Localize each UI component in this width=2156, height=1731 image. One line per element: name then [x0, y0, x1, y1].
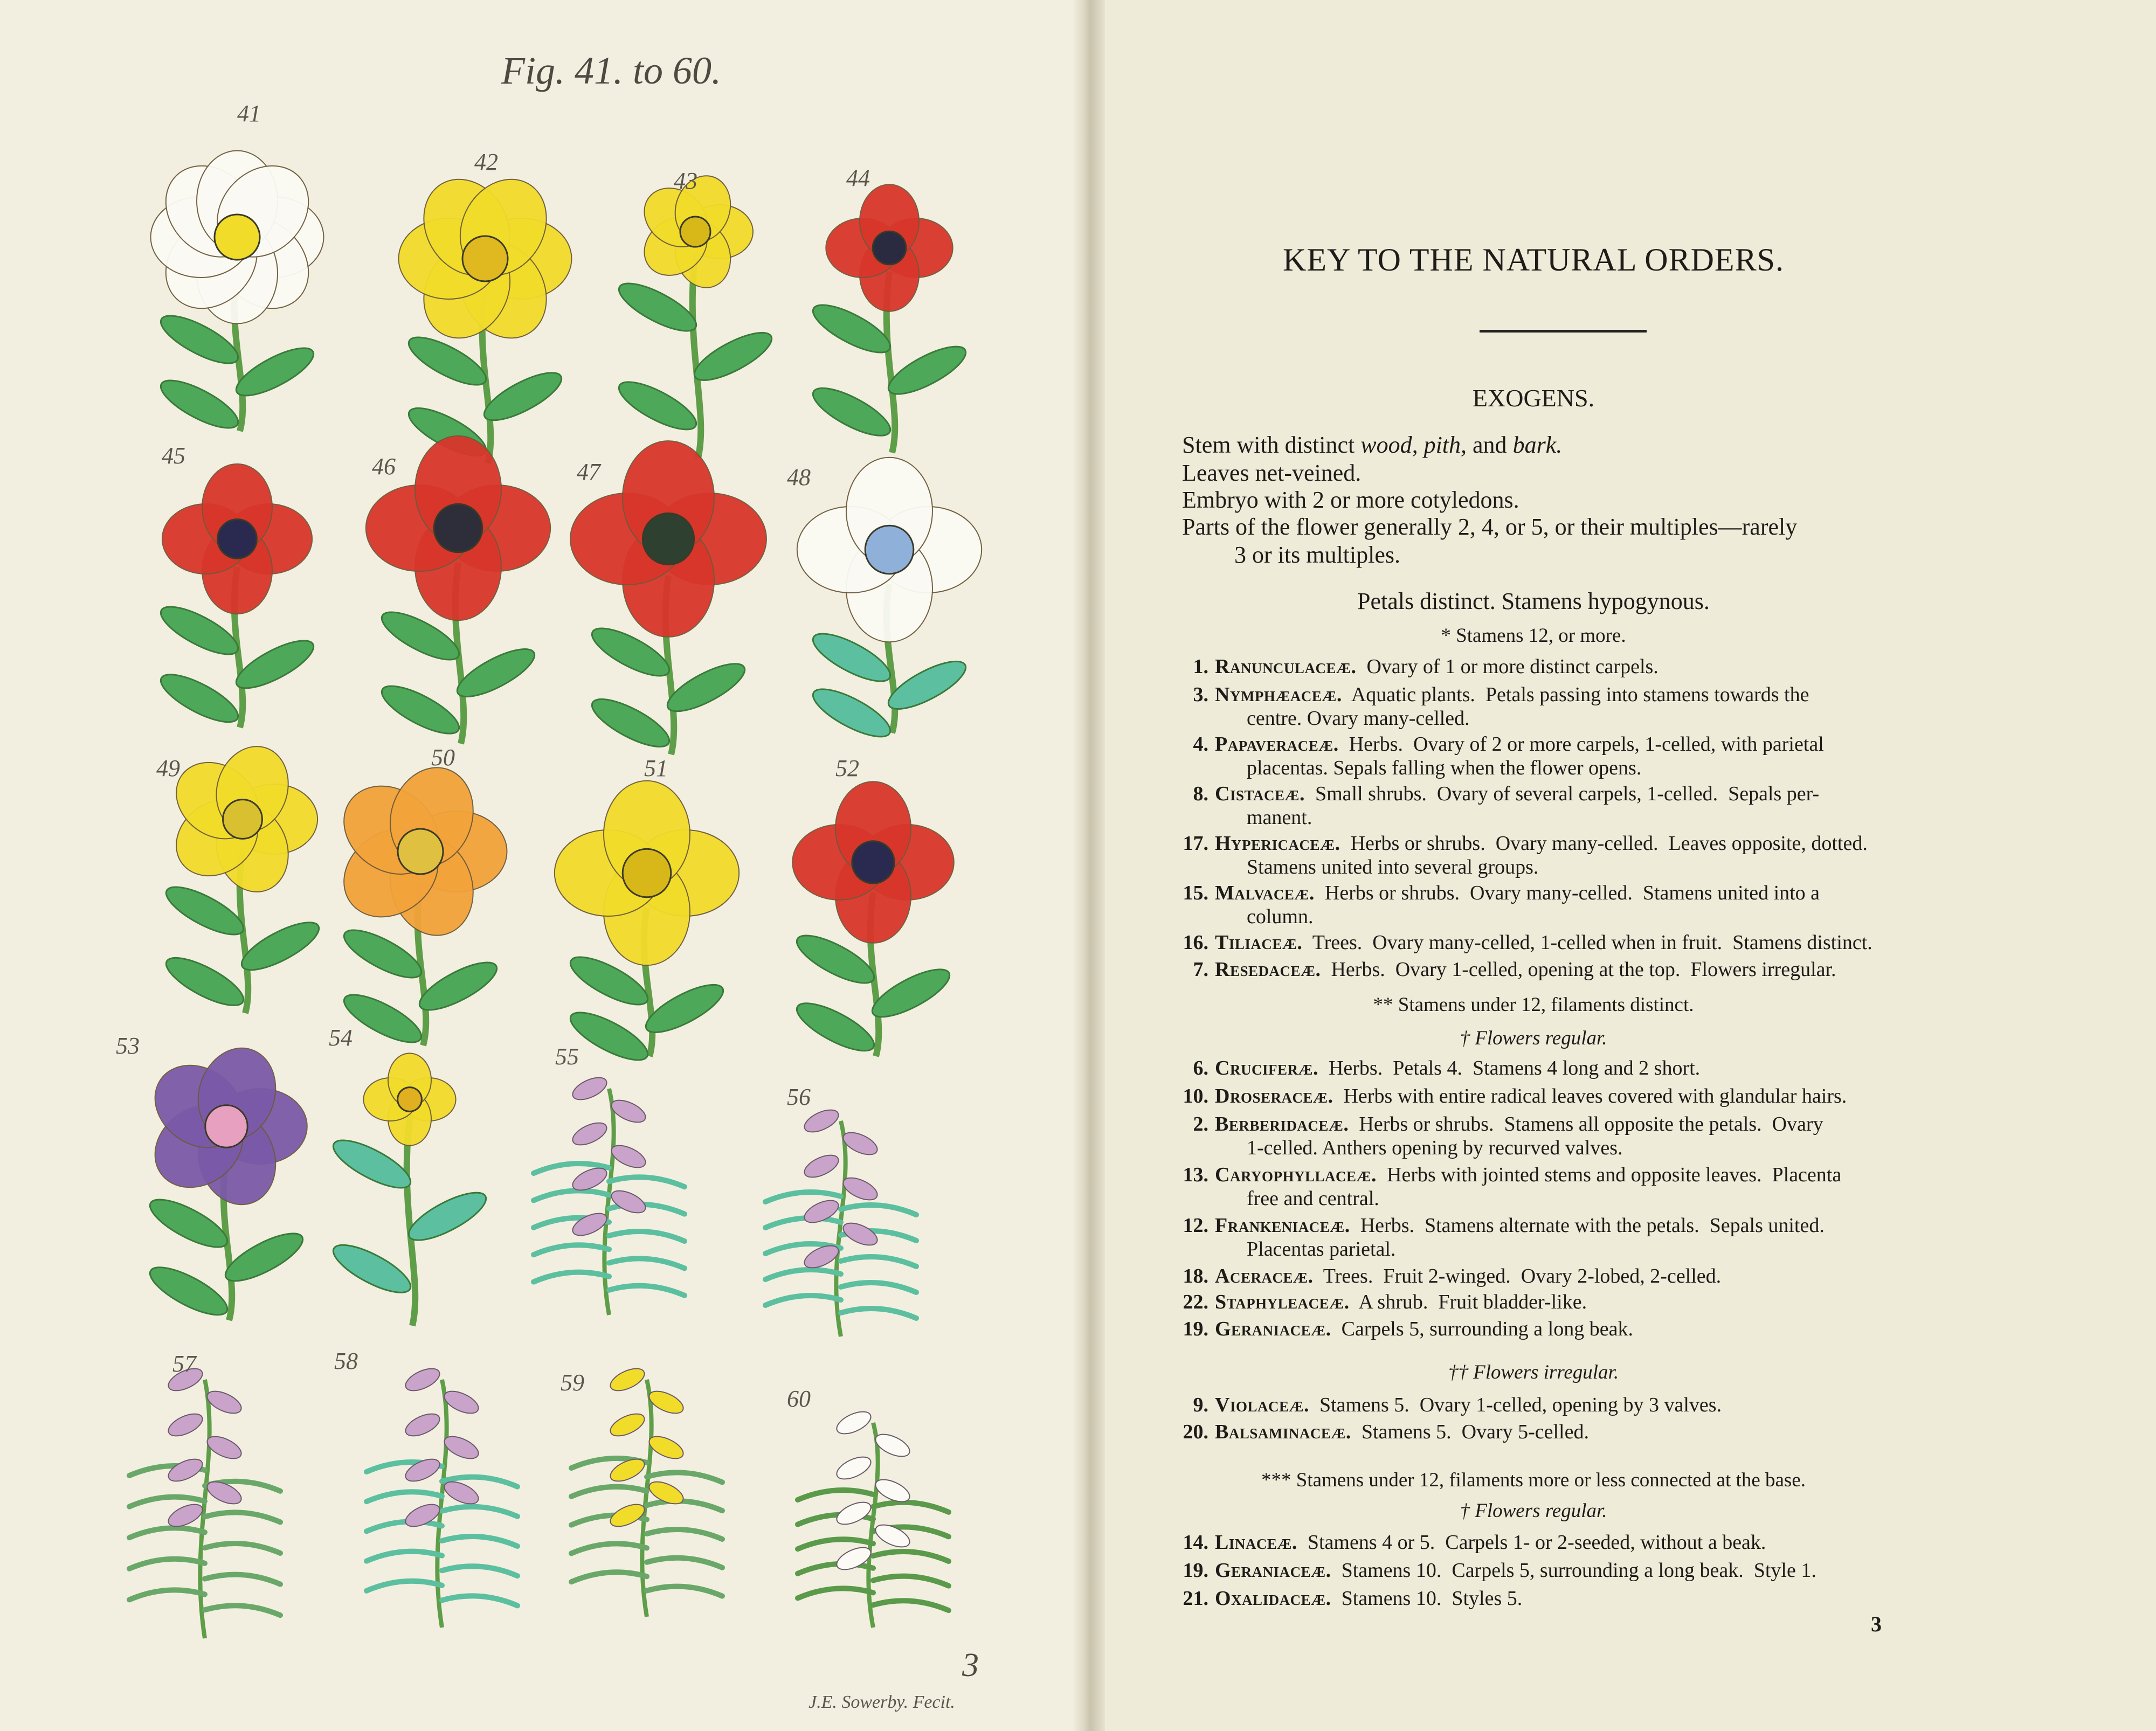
order-description: Stamens 10. Styles 5.	[1331, 1587, 1523, 1610]
leaf	[338, 921, 427, 986]
blossom	[165, 1409, 205, 1441]
order-number: 17.	[1183, 832, 1208, 855]
order-name: Nymphæaceæ.	[1215, 683, 1342, 706]
leaf	[403, 1184, 492, 1249]
entry-continuation: Stamens united into several groups.	[1247, 856, 1539, 878]
order-entry	[1166, 732, 1824, 756]
order-description: Herbs with entire radical leaves covered with glandular hairs.	[1333, 1085, 1847, 1107]
leaf	[478, 364, 568, 429]
plate-illustrations	[0, 0, 1073, 1731]
entry-continuation: centre. Ovary many-celled.	[1247, 707, 1470, 730]
figure-number-60: 60	[787, 1386, 811, 1412]
leaf	[413, 953, 503, 1019]
stem	[407, 1117, 416, 1326]
leaf	[534, 1272, 609, 1282]
character-line: Leaves net-veined.	[1182, 460, 1362, 486]
leaf	[873, 1502, 949, 1512]
order-number: 4.	[1193, 733, 1208, 756]
order-number: 18.	[1183, 1265, 1208, 1287]
leaf	[661, 655, 751, 720]
leaf	[129, 1590, 205, 1600]
order-number: 20.	[1183, 1421, 1208, 1443]
figure-number-41: 41	[237, 100, 261, 127]
order-number: 9.	[1193, 1394, 1208, 1416]
order-number: 1.	[1193, 655, 1208, 678]
flower-figure-47	[570, 441, 766, 756]
leaf	[144, 1258, 233, 1324]
leaf	[376, 677, 465, 743]
stem	[604, 1089, 613, 1315]
order-entry	[1166, 1587, 1522, 1610]
leaf	[647, 1558, 722, 1568]
leaf	[571, 1487, 647, 1497]
leaf	[647, 1501, 722, 1511]
order-number: 19.	[1183, 1559, 1208, 1582]
leaf	[367, 1521, 442, 1531]
flower-figure-58	[367, 1364, 517, 1628]
character-line: Embryo with 2 or more cotyledons.	[1182, 487, 1519, 513]
leaf	[647, 1587, 722, 1596]
order-name: Ranunculaceæ.	[1215, 655, 1357, 678]
figure-number-53: 53	[116, 1033, 140, 1059]
flower-figure-41	[147, 147, 327, 437]
leaf	[367, 1492, 442, 1501]
leaf	[688, 324, 778, 389]
order-number: 7.	[1193, 958, 1208, 981]
blossom	[840, 1218, 880, 1250]
blossom	[569, 1073, 610, 1104]
order-name: Oxalidaceæ.	[1215, 1587, 1331, 1610]
entry-continuation: column.	[1247, 905, 1314, 928]
group-subheading: † Flowers regular.	[1460, 1500, 1607, 1522]
order-entry	[1166, 1264, 1721, 1288]
leaf	[155, 666, 244, 731]
leaf	[765, 1296, 841, 1305]
order-name: Geraniaceæ.	[1215, 1559, 1331, 1582]
group-heading: ** Stamens under 12, filaments distinct.	[1373, 994, 1694, 1016]
leaf	[841, 1205, 916, 1215]
leaf	[571, 1543, 647, 1553]
leaf	[442, 1507, 517, 1517]
group-subheading: † Flowers regular.	[1460, 1027, 1607, 1049]
leaf	[609, 1286, 685, 1296]
order-entry	[1166, 1163, 1841, 1187]
order-description: Aquatic plants. Petals passing into stamens towards the	[1342, 683, 1809, 706]
order-name: Resedaceæ.	[1215, 958, 1321, 981]
figure-number-45: 45	[162, 442, 185, 469]
leaf	[155, 371, 244, 437]
order-name: Violaceæ.	[1215, 1394, 1309, 1416]
leaf	[442, 1596, 517, 1605]
leaf	[534, 1190, 609, 1200]
leaf	[609, 1258, 685, 1268]
entry-continuation: free and central.	[1247, 1187, 1379, 1210]
entry-continuation: 1-celled. Anthers opening by recurved valves.	[1247, 1137, 1623, 1159]
order-entry	[1166, 881, 1820, 905]
order-entry	[1166, 655, 1659, 678]
blossom	[607, 1409, 647, 1441]
leaf	[647, 1529, 722, 1539]
blossom	[402, 1364, 443, 1395]
leaf	[613, 373, 702, 438]
order-description: Herbs. Ovary of 2 or more carpels, 1-celled, with parietal	[1338, 733, 1824, 756]
flower-figure-49	[160, 737, 325, 1014]
leaf	[841, 1308, 916, 1318]
order-entry	[1166, 931, 1872, 954]
order-name: Aceraceæ.	[1215, 1265, 1314, 1287]
order-description: A shrub. Fruit bladder-like.	[1349, 1291, 1587, 1313]
leaf	[609, 1231, 685, 1241]
order-description: Trees. Fruit 2-winged. Ovary 2-lobed, 2-celled.	[1313, 1265, 1722, 1287]
leaf	[841, 1257, 916, 1266]
figure-number-54: 54	[329, 1024, 353, 1051]
flower-center	[642, 513, 694, 564]
leaf	[129, 1559, 205, 1569]
order-entry	[1166, 1531, 1766, 1554]
flower-center	[462, 236, 508, 281]
leaf	[841, 1283, 916, 1292]
order-entry	[1166, 1559, 1816, 1582]
leaf	[451, 640, 541, 705]
blossom	[402, 1409, 443, 1441]
page-title: KEY TO THE NATURAL ORDERS.	[1283, 242, 1784, 278]
leaf	[205, 1512, 280, 1522]
order-number: 13.	[1183, 1164, 1208, 1186]
figure-number-42: 42	[474, 149, 498, 175]
order-description: Herbs. Ovary 1-celled, opening at the top. Flowers irregular.	[1321, 958, 1836, 981]
entry-continuation: manent.	[1247, 806, 1312, 829]
order-entry	[1166, 1393, 1722, 1417]
order-number: 10.	[1183, 1085, 1208, 1107]
order-entry	[1166, 958, 1836, 981]
flower-center	[680, 217, 710, 247]
figure-number-47: 47	[577, 459, 600, 485]
figure-number-58: 58	[334, 1348, 358, 1374]
order-name: Staphyleaceæ.	[1215, 1291, 1350, 1313]
leaf	[873, 1552, 949, 1561]
character-line: Parts of the flower generally 2, 4, or 5, or their multiples—rarely	[1182, 514, 1798, 540]
flower-figure-45	[155, 464, 320, 731]
order-number: 12.	[1183, 1214, 1208, 1237]
entry-continuation: placentas. Sepals falling when the flower opens.	[1247, 757, 1642, 779]
leaf	[144, 1190, 233, 1256]
order-entry	[1166, 1084, 1847, 1108]
order-description: Herbs with jointed stems and opposite leaves. Placenta	[1377, 1164, 1842, 1186]
plate-page-number: 3	[962, 1647, 979, 1684]
figure-number-51: 51	[644, 755, 668, 781]
order-description: Herbs or shrubs. Ovary many-celled. Stamens united into a	[1314, 882, 1820, 904]
order-entry	[1166, 683, 1809, 707]
leaf	[873, 1601, 949, 1610]
blossom	[833, 1452, 874, 1484]
flower-figure-42	[398, 163, 571, 464]
order-number: 2.	[1193, 1113, 1208, 1135]
section-heading: EXOGENS.	[1472, 384, 1595, 412]
group-heading: * Stamens 12, or more.	[1441, 625, 1626, 647]
figure-number-48: 48	[787, 464, 811, 490]
group-subheading: †† Flowers irregular.	[1448, 1361, 1619, 1383]
order-name: Tiliaceæ.	[1215, 931, 1303, 954]
leaf	[798, 1564, 873, 1574]
leaf	[160, 878, 250, 943]
leaf	[571, 1572, 647, 1582]
flower-figure-59	[571, 1364, 722, 1617]
order-name: Geraniaceæ.	[1215, 1318, 1331, 1340]
leaf	[205, 1605, 280, 1615]
order-name: Cruciferæ.	[1215, 1057, 1318, 1079]
flower-figure-48	[797, 458, 982, 746]
order-name: Linaceæ.	[1215, 1531, 1297, 1554]
flower-center	[852, 841, 894, 883]
flower-figure-46	[366, 436, 550, 744]
flower-figure-52	[791, 781, 956, 1060]
title-rule	[1480, 330, 1647, 333]
text-page-number: 3	[1871, 1612, 1882, 1636]
figure-number-44: 44	[846, 165, 870, 191]
flower-center	[223, 800, 262, 839]
flower-figure-53	[139, 1038, 309, 1324]
order-number: 3.	[1193, 683, 1208, 706]
blossom	[569, 1118, 610, 1150]
figure-number-52: 52	[835, 755, 859, 781]
text-page	[1105, 0, 2156, 1731]
subheading: Petals distinct. Stamens hypogynous.	[1357, 588, 1710, 614]
flower-figure-43	[613, 169, 778, 458]
flower-center	[398, 1088, 422, 1112]
leaf	[129, 1528, 205, 1538]
leaf	[442, 1536, 517, 1546]
figure-number-59: 59	[561, 1369, 584, 1396]
botanical-plate	[0, 0, 1073, 1731]
order-description: Stamens 4 or 5. Carpels 1- or 2-seeded, without a beak.	[1297, 1531, 1766, 1554]
flower-center	[218, 520, 257, 559]
order-name: Balsaminaceæ.	[1215, 1421, 1351, 1443]
flower-center	[205, 1105, 247, 1147]
leaf	[367, 1581, 442, 1591]
blossom	[833, 1498, 874, 1529]
leaf	[866, 960, 956, 1026]
order-entry	[1166, 782, 1819, 806]
leaf	[798, 1490, 873, 1500]
leaf	[882, 338, 972, 403]
group-heading: *** Stamens under 12, filaments more or less connected at the base.	[1261, 1469, 1806, 1491]
order-description: Herbs. Stamens alternate with the petals. Sepals united.	[1350, 1214, 1825, 1237]
book-gutter	[1073, 0, 1105, 1731]
leaf	[807, 379, 896, 445]
order-description: Herbs. Petals 4. Stamens 4 long and 2 short.	[1318, 1057, 1701, 1079]
stem	[868, 1423, 877, 1628]
flower-figure-44	[807, 184, 972, 453]
flower-figure-60	[798, 1407, 949, 1628]
figure-number-50: 50	[431, 744, 455, 771]
leaf	[647, 1472, 722, 1482]
flower-center	[623, 849, 671, 897]
figure-number-49: 49	[156, 755, 180, 781]
blossom	[165, 1455, 205, 1486]
order-number: 22.	[1183, 1291, 1208, 1313]
order-number: 14.	[1183, 1531, 1208, 1554]
character-line: 3 or its multiples.	[1234, 542, 1400, 568]
flower-figure-55	[534, 1073, 685, 1315]
blossom	[801, 1151, 841, 1182]
order-name: Cistaceæ.	[1215, 783, 1305, 805]
order-description: Carpels 5, surrounding a long beak.	[1331, 1318, 1633, 1340]
leaf	[160, 949, 250, 1014]
leaf	[327, 1236, 417, 1301]
figure-number-46: 46	[372, 453, 396, 480]
leaf	[219, 1224, 309, 1290]
blossom	[833, 1407, 874, 1438]
plate-caption: Fig. 41. to 60.	[501, 49, 721, 92]
order-name: Papaveraceæ.	[1215, 733, 1339, 756]
order-entry	[1166, 1317, 1633, 1341]
order-description: Small shrubs. Ovary of several carpels, 1-celled. Sepals per-	[1304, 783, 1820, 805]
leaf	[586, 690, 675, 756]
flower-center	[865, 525, 914, 574]
order-name: Droseraceæ.	[1215, 1085, 1333, 1107]
order-name: Hypericaceæ.	[1215, 832, 1340, 855]
order-number: 19.	[1183, 1318, 1208, 1340]
order-number: 15.	[1183, 882, 1208, 904]
figure-number-56: 56	[787, 1084, 811, 1110]
leaf	[807, 680, 896, 745]
leaf	[798, 1588, 873, 1598]
order-number: 16.	[1183, 931, 1208, 954]
order-entry	[1166, 1056, 1700, 1080]
order-entry	[1166, 1112, 1823, 1136]
order-description: Stamens 10. Carpels 5, surrounding a long beak. Style 1.	[1331, 1559, 1816, 1582]
order-entry	[1166, 1420, 1589, 1444]
flower-center	[873, 231, 906, 265]
order-description: Herbs or shrubs. Stamens all opposite the petals. Ovary	[1349, 1113, 1823, 1135]
blossom	[608, 1186, 648, 1217]
blossom	[607, 1364, 647, 1395]
flower-figure-56	[765, 1105, 916, 1337]
order-description: Herbs or shrubs. Ovary many-celled. Leaves opposite, dotted.	[1340, 832, 1868, 855]
figure-number-57: 57	[172, 1351, 196, 1377]
stem	[642, 1380, 651, 1617]
figure-number-55: 55	[555, 1043, 579, 1070]
flower-center	[398, 829, 443, 874]
flower-center	[215, 214, 260, 260]
leaf	[403, 328, 492, 393]
leaf	[205, 1543, 280, 1553]
leaf	[367, 1552, 442, 1561]
leaf	[765, 1218, 841, 1228]
order-entry	[1166, 832, 1868, 855]
leaf	[613, 274, 702, 340]
leaf	[765, 1270, 841, 1279]
order-name: Caryophyllaceæ.	[1215, 1164, 1377, 1186]
order-name: Malvaceæ.	[1215, 882, 1315, 904]
order-description: Ovary of 1 or more distinct carpels.	[1356, 655, 1659, 678]
figure-number-43: 43	[674, 168, 697, 194]
order-description: Stamens 5. Ovary 1-celled, opening by 3 valves.	[1309, 1394, 1722, 1416]
order-description: Trees. Ovary many-celled, 1-celled when in fruit. Stamens distinct.	[1302, 931, 1872, 954]
leaf	[205, 1575, 280, 1584]
flower-center	[434, 504, 482, 552]
leaf	[791, 994, 880, 1060]
leaf	[236, 913, 325, 979]
leaf	[534, 1245, 609, 1255]
leaf	[230, 632, 320, 697]
order-description: Stamens 5. Ovary 5-celled.	[1351, 1421, 1589, 1443]
flower-figure-57	[129, 1364, 280, 1638]
leaf	[873, 1576, 949, 1586]
order-number: 8.	[1193, 783, 1208, 805]
character-line: Stem with distinct wood, pith, and bark.	[1182, 432, 1563, 458]
order-entry	[1166, 1214, 1825, 1237]
leaf	[442, 1566, 517, 1576]
flower-figure-54	[327, 1053, 492, 1326]
order-name: Berberidaceæ.	[1215, 1113, 1349, 1135]
order-number: 21.	[1183, 1587, 1208, 1610]
blossom	[402, 1455, 443, 1486]
flower-figure-50	[327, 757, 507, 1051]
order-number: 6.	[1193, 1057, 1208, 1079]
flower-figure-51	[555, 781, 739, 1069]
leaf	[609, 1177, 685, 1187]
order-name: Frankeniaceæ.	[1215, 1214, 1350, 1237]
leaf	[230, 339, 320, 404]
order-entry	[1166, 1290, 1587, 1314]
entry-continuation: Placentas parietal.	[1247, 1238, 1396, 1261]
plate-artist-signature: J.E. Sowerby. Fecit.	[808, 1692, 955, 1712]
